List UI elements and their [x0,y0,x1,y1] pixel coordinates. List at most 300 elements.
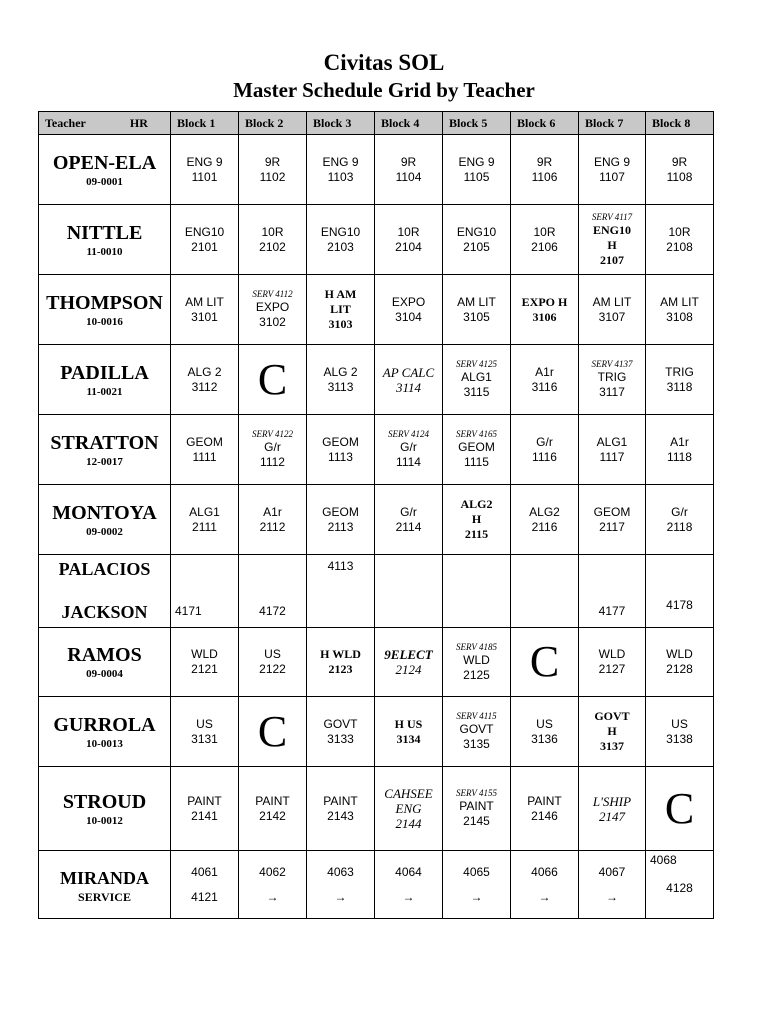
schedule-cell [307,485,375,555]
schedule-cell [171,135,239,205]
section-number: 2142 [259,808,286,823]
schedule-cell [375,851,443,919]
teacher-cell [39,205,171,275]
arrow-right-icon: → [470,889,483,904]
schedule-cell [646,205,714,275]
section-number: 2144 [395,816,422,831]
schedule-cell [443,767,511,851]
schedule-cell [511,767,579,851]
section-number: 2124 [395,662,422,677]
schedule-cell [443,485,511,555]
course-name: AM LIT [457,294,496,309]
course-name: 9ELECT [384,647,433,662]
course-name: PAINT [527,793,562,808]
schedule-cell [307,415,375,485]
schedule-cell [375,415,443,485]
schedule-cell [443,275,511,345]
section-number: 2105 [463,239,490,254]
schedule-cell [511,135,579,205]
schedule-cell [307,345,375,415]
schedule-cell [171,205,239,275]
schedule-cell [375,275,443,345]
schedule-cell [239,415,307,485]
section-number: 2107 [600,252,624,267]
schedule-cell [646,415,714,485]
schedule-cell [239,555,307,628]
course-name: US [264,647,281,661]
schedule-cell [171,345,239,415]
schedule-cell [307,628,375,697]
schedule-cell [443,555,511,628]
section-number: 1117 [599,449,625,464]
course-name: GEOM [458,440,495,454]
teacher-hr-code: 09-0004 [86,668,123,680]
schedule-cell [375,205,443,275]
schedule-cell [307,205,375,275]
section-number: 1105 [463,169,490,184]
course-name: TRIG [597,370,627,384]
schedule-cell [239,485,307,555]
table-row [39,697,714,767]
course-name: ALG1 [461,370,492,384]
course-name: 10R [533,224,556,239]
section-number: 2104 [395,239,422,254]
schedule-cell [646,697,714,767]
section-number: 4063 [327,864,354,879]
teacher-name: RAMOS [67,644,142,666]
section-number: 2143 [327,808,354,823]
section-number: 1103 [327,169,354,184]
course-name: TRIG [665,364,694,379]
teacher-name: PALACIOS [58,559,151,579]
section-number: 3114 [395,379,422,395]
section-number: 1113 [328,449,353,464]
service-note: SERV 4122 [252,429,293,439]
section-number: 3106 [532,309,557,324]
schedule-cell [646,275,714,345]
course-name: AM LIT [185,294,224,309]
teacher-name: NITTLE [66,221,143,244]
course-name: A1r [535,364,554,379]
course-name: 10R [261,224,284,239]
section-number: 2141 [191,808,218,823]
section-number: 2118 [666,519,693,534]
schedule-cell [307,275,375,345]
schedule-cell [511,205,579,275]
teacher-name: STRATTON [50,431,159,454]
section-number: 1118 [667,449,692,464]
course-name: A1r [670,434,689,449]
teacher-hr-code: SERVICE [78,889,131,904]
section-number: 3115 [463,385,490,399]
section-number: 2147 [599,808,625,824]
teacher-name: OPEN-ELA [52,151,157,174]
course-name: CAHSEE [384,786,433,801]
schedule-cell [239,275,307,345]
section-number: 4172 [259,604,286,618]
section-number: 2101 [191,239,218,254]
course-name: PAINT [255,793,290,808]
section-number: 1115 [464,455,489,469]
schedule-cell [579,135,646,205]
course-name: ENG 9 [458,154,495,169]
teacher-hr-code: 10-0016 [86,315,123,328]
header-block-1: Block 1 [171,112,239,135]
section-number: 3103 [328,317,353,331]
section-number: 4178 [666,598,693,612]
schedule-cell [443,697,511,767]
header-block-8: Block 8 [646,112,714,135]
teacher-hr-code: 09-0002 [86,525,123,538]
schedule-cell [579,345,646,415]
service-note: SERV 4165 [456,429,497,439]
course-name: ENG10 [592,222,631,237]
schedule-cell [375,345,443,415]
section-number: 4177 [598,604,626,618]
schedule-cell [171,697,239,767]
schedule-cell [579,697,646,767]
schedule-cell [579,628,646,697]
schedule-cell [646,345,714,415]
section-number: 3134 [396,731,421,746]
service-note: SERV 4117 [591,211,633,222]
schedule-cell [646,628,714,697]
schedule-cell [239,135,307,205]
section-number: 3138 [666,731,693,746]
course-name: US [671,716,688,731]
section-number: 1102 [259,169,286,184]
service-note: SERV 4185 [456,641,497,652]
header-block-3: Block 3 [307,112,375,135]
schedule-cell [307,851,375,919]
schedule-cell [646,767,714,851]
schedule-cell [579,205,646,275]
teacher-name: THOMPSON [46,291,163,314]
arrow-right-icon: → [334,889,347,904]
course-name: G/r [264,440,281,454]
section-number: 3102 [259,315,286,329]
section-number: 2115 [464,527,489,541]
schedule-cell [579,275,646,345]
section-number: 4064 [395,864,422,879]
schedule-cell [375,697,443,767]
schedule-cell [579,767,646,851]
teacher-cell [39,628,171,697]
document-title: Civitas SOL [323,50,445,75]
schedule-cell [375,767,443,851]
table-row [39,485,714,555]
course-name: 9R [400,154,417,169]
schedule-cell [171,767,239,851]
teacher-cell [39,415,171,485]
course-name: AM LIT [592,294,632,309]
schedule-cell [239,628,307,697]
section-number: 3118 [666,379,693,394]
schedule-cell [646,555,714,628]
section-number: 3131 [191,731,218,746]
course-name: WLD [191,647,218,661]
course-name: ALG1 [189,504,220,519]
schedule-cell [511,345,579,415]
schedule-cell [239,697,307,767]
schedule-cell [511,415,579,485]
course-name: ENG 9 [186,154,223,169]
course-name: GEOM [322,434,359,449]
table-row [39,275,714,345]
section-number: 3112 [191,379,218,394]
course-name: H AM [324,287,357,301]
course-name: ALG1 [596,434,628,449]
section-number: 4062 [259,864,286,879]
teacher-name: MONTOYA [52,501,157,524]
schedule-cell [307,767,375,851]
teacher-cell [39,697,171,767]
section-number: 3107 [598,309,626,324]
schedule-cell [443,415,511,485]
course-name: GOVT [459,722,494,736]
course-name: PAINT [187,793,222,808]
course-name: A1r [263,504,282,519]
section-number: 2123 [328,662,353,676]
section-number: 1116 [532,449,557,464]
table-row [39,628,714,697]
schedule-grid [38,111,714,919]
teacher-hr-code: 11-0021 [86,385,123,398]
teacher-hr-code: 10-0012 [86,814,123,827]
section-number: 2112 [259,519,286,534]
teacher-hr-code: 10-0013 [86,737,123,750]
course-name: G/r [400,504,417,519]
section-number: 4065 [463,864,490,879]
course-name: GEOM [593,504,631,519]
schedule-cell [239,851,307,919]
section-number: 2116 [531,519,558,534]
schedule-cell [171,415,239,485]
teacher-hr-code: 12-0017 [86,455,123,468]
course-name: G/r [400,440,417,454]
arrow-right-icon: → [538,889,551,904]
schedule-cell [646,485,714,555]
course-name: PAINT [323,793,358,808]
section-number: 2125 [463,667,490,682]
section-number: 1111 [192,449,217,464]
section-number: 2145 [463,814,490,828]
teacher-name: GURROLA [53,713,156,736]
section-number: 2103 [327,239,354,254]
service-note: SERV 4115 [456,711,497,721]
teacher-cell [39,135,171,205]
arrow-right-icon: → [606,889,618,904]
schedule-cell [579,851,646,919]
section-number: 2117 [599,519,625,534]
service-note: SERV 4125 [456,359,497,369]
course-name: EXPO H [521,294,568,309]
service-note: SERV 4124 [388,429,429,439]
course-name: 9R [264,154,281,169]
header-block-2: Block 2 [239,112,307,135]
course-name: ENG 9 [593,154,630,169]
course-name: ENG10 [320,224,361,239]
section-number: 2111 [192,519,217,534]
section-number: 1108 [666,169,693,184]
schedule-cell [443,205,511,275]
course-name: GEOM [186,434,223,449]
course-name: ENG 9 [322,154,359,169]
course-name: 9R [671,154,688,169]
course-name-cont: ENG [395,801,422,816]
section-number: 4171 [175,604,202,618]
header-block-7: Block 7 [579,112,646,135]
table-row [39,205,714,275]
section-number: 4113 [327,559,354,573]
schedule-cell [646,135,714,205]
section-number: 2146 [531,808,558,823]
course-name: L'SHIP [592,793,632,809]
section-number: 4068 [650,853,677,867]
schedule-cell [375,555,443,628]
course-name: AM LIT [660,294,699,309]
schedule-cell [239,345,307,415]
course-name: ALG 2 [323,364,358,379]
section-number: 2106 [531,239,558,254]
arrow-right-icon: → [266,889,279,904]
schedule-cell [646,851,714,919]
conference-mark: C [257,354,288,404]
schedule-cell [307,135,375,205]
course-name: EXPO [391,294,426,309]
schedule-cell [511,555,579,628]
section-number: 1104 [395,169,422,184]
schedule-cell [511,851,579,919]
course-name: WLD [666,647,693,661]
schedule-cell [171,275,239,345]
schedule-cell [511,275,579,345]
schedule-cell [579,555,646,628]
section-number: 2127 [598,662,626,676]
course-name: ALG2 [529,504,560,519]
schedule-cell [375,135,443,205]
schedule-cell [579,415,646,485]
section-number: 4061 [191,864,218,879]
table-row [39,767,714,851]
schedule-cell [171,628,239,697]
section-number: 1114 [396,455,421,469]
section-number: 3113 [327,379,354,394]
section-number: 3105 [463,309,490,324]
schedule-cell [511,628,579,697]
table-row [39,851,714,919]
course-name: GOVT [594,709,630,723]
section-number: 2113 [327,519,354,534]
section-number: 2102 [259,239,286,254]
document-subtitle: Master Schedule Grid by Teacher [233,78,535,102]
section-number-2: 4121 [191,889,218,904]
teacher-cell [39,485,171,555]
header-row [39,112,714,135]
course-name: ALG2 [460,497,493,511]
schedule-cell [171,555,239,628]
schedule-cell [171,851,239,919]
schedule-cell [443,135,511,205]
table-row [39,555,714,628]
section-number: 3133 [327,731,354,746]
course-name: H WLD [320,647,361,661]
section-number: 3101 [191,309,218,324]
course-name: PAINT [459,799,494,813]
schedule-cell [443,345,511,415]
teacher-name: MIRANDA [60,867,149,888]
section-number: 4067 [598,864,626,879]
header-block-6: Block 6 [511,112,579,135]
schedule-cell [375,628,443,697]
table-row [39,345,714,415]
section-number: 4066 [531,864,558,879]
course-name: 10R [397,224,420,239]
schedule-cell [579,485,646,555]
schedule-cell [443,851,511,919]
schedule-cell [171,485,239,555]
section-number: 2122 [259,662,286,676]
course-name: G/r [671,504,688,519]
course-name: GEOM [322,504,359,519]
section-number: 1106 [531,169,558,184]
schedule-cell [375,485,443,555]
section-number: 3116 [531,379,558,394]
course-name: 10R [668,224,691,239]
service-note: SERV 4137 [591,359,633,369]
section-number: 1112 [260,455,285,469]
section-number: 3104 [395,309,422,324]
course-name: ENG10 [456,224,497,239]
section-number: 2114 [395,519,422,534]
schedule-cell [443,628,511,697]
section-number: 3117 [599,385,625,399]
course-name: WLD [463,652,490,667]
section-number-2: 4128 [666,881,693,895]
section-number: 3135 [463,737,490,751]
schedule-cell [239,767,307,851]
course-name: US [196,716,213,731]
schedule-cell [239,205,307,275]
conference-mark: C [664,783,695,833]
course-name: AP CALC [382,364,435,380]
section-number: 1101 [191,169,218,184]
course-name-cont: LIT [330,302,351,316]
schedule-cell [307,555,375,628]
course-name: G/r [536,434,553,449]
teacher-name: STROUD [62,790,147,813]
service-note: SERV 4112 [252,289,293,299]
service-note: SERV 4155 [456,788,497,798]
section-number: 1107 [599,169,625,184]
teacher-hr-code: 11-0010 [86,245,123,258]
schedule-cell [511,697,579,767]
table-row [39,135,714,205]
header-teacher-label: Teacher [45,115,86,130]
course-name: GOVT [323,716,358,731]
header-teacher [39,112,171,135]
course-name: EXPO [255,300,290,314]
section-number: 3137 [600,739,624,753]
teacher-name-2: JACKSON [61,602,148,622]
schedule-cell [511,485,579,555]
table-row [39,415,714,485]
teacher-hr-code: 09-0001 [86,175,123,188]
section-number: 2108 [666,239,693,254]
course-name: US [536,716,553,731]
section-number: 3108 [666,309,693,324]
teacher-cell [39,275,171,345]
